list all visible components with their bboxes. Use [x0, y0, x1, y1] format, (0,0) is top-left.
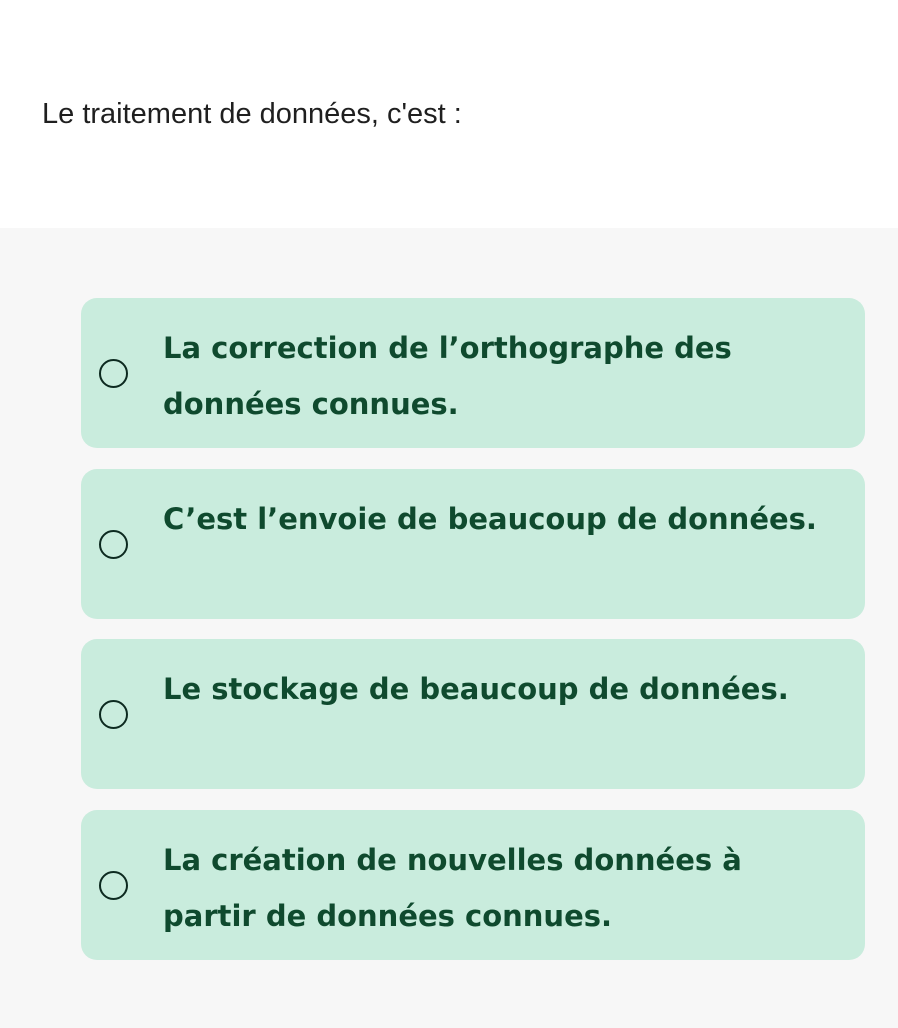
answer-option-3[interactable]	[81, 639, 865, 789]
answer-options	[0, 228, 898, 1028]
answer-option-2[interactable]	[81, 469, 865, 619]
option-label: La correction de l’orthographe des données connues.	[163, 331, 732, 421]
question-section	[0, 0, 898, 228]
answer-option-4[interactable]	[81, 810, 865, 960]
question-text: Le traitement de données, c'est :	[42, 98, 462, 130]
radio-unselected-icon[interactable]	[99, 359, 128, 388]
option-label: Le stockage de beaucoup de données.	[163, 672, 789, 706]
answer-option-1[interactable]	[81, 298, 865, 448]
radio-unselected-icon[interactable]	[99, 700, 128, 729]
option-label: La création de nouvelles données à partir de données connues.	[163, 843, 742, 933]
radio-unselected-icon[interactable]	[99, 530, 128, 559]
radio-unselected-icon[interactable]	[99, 871, 128, 900]
option-label: C’est l’envoie de beaucoup de données.	[163, 502, 817, 536]
